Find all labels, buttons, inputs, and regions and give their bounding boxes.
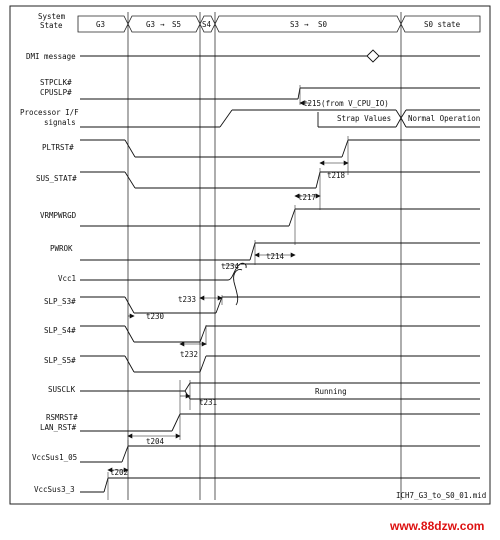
signal-labels — [20, 52, 79, 494]
wave-slp-s5 — [80, 356, 480, 372]
annot-t215: t215(from V_CPU_IO) — [303, 99, 389, 108]
label-vcc1: Vcc1 — [58, 274, 77, 283]
label-rsmrst: RSMRST# — [46, 413, 78, 422]
label-susclk: SUSCLK — [48, 385, 76, 394]
label-vccsus3: VccSus3_3 — [34, 485, 75, 494]
phase-dividers — [128, 12, 401, 500]
wave-pltrst — [80, 140, 480, 157]
timing-refs — [108, 85, 348, 500]
state-g3-s5-arrow: → — [160, 20, 165, 29]
label-dmi: DMI message — [26, 52, 76, 61]
state-g3: G3 — [96, 20, 106, 29]
annot-t233: t233 — [178, 295, 197, 304]
label-slp-s4: SLP_S4# — [44, 326, 76, 335]
label-vccsus1: VccSus1_05 — [32, 453, 78, 462]
watermark: www.88dzw.com — [390, 519, 485, 533]
annot-t214: t214 — [266, 252, 285, 261]
annot-t231: t231 — [199, 398, 218, 407]
state-s4: S4 — [202, 20, 212, 29]
label-slp-s5: SLP_S5# — [44, 356, 76, 365]
annot-running: Running — [315, 387, 347, 396]
annot-t218: t218 — [327, 171, 346, 180]
system-state-row — [38, 12, 480, 32]
annotations — [110, 99, 486, 500]
annot-t234: t234 — [221, 262, 240, 271]
annot-t217: t217 — [298, 193, 317, 202]
wave-slp-s3 — [80, 297, 480, 313]
annot-t230: t230 — [146, 312, 165, 321]
annot-t232: t232 — [180, 350, 199, 359]
wave-vccsus3 — [80, 478, 480, 492]
state-s3-s0-to: S0 — [318, 20, 328, 29]
label-proc-if-2: signals — [44, 118, 76, 127]
label-sus-stat: SUS_STAT# — [36, 174, 77, 183]
wave-slp-s4 — [80, 326, 480, 342]
wave-rsmrst — [80, 414, 480, 431]
diagram-frame — [10, 6, 490, 504]
state-s3-s0-arrow: → — [304, 20, 309, 29]
state-g3-s5-to: S5 — [172, 20, 182, 29]
wave-vrmpwrgd — [80, 209, 480, 226]
state-s0: S0 state — [424, 20, 461, 29]
label-proc-if-1: Processor I/F — [20, 108, 79, 117]
label-vrmpwrgd: VRMPWRGD — [40, 211, 77, 220]
annot-t202: t202 — [110, 468, 129, 477]
wave-sus-stat — [80, 172, 480, 188]
wave-dmi — [80, 50, 480, 62]
system-state-label-2: State — [40, 21, 63, 30]
label-pltrst: PLTRST# — [42, 143, 74, 152]
wave-stpclk — [80, 88, 480, 99]
label-pwrok: PWROK — [50, 244, 73, 253]
wave-vcc1 — [80, 263, 480, 305]
system-state-label-1: System — [38, 12, 66, 21]
label-cpuslp: CPUSLP# — [40, 88, 72, 97]
state-s3-s0-from: S3 — [290, 20, 300, 29]
annot-strap: Strap Values — [337, 114, 392, 123]
annot-file: ICH7_G3_to_S0_01.mid — [396, 491, 487, 500]
label-slp-s3: SLP_S3# — [44, 297, 76, 306]
wave-vccsus1 — [80, 446, 480, 462]
annot-normal: Normal Operation — [408, 114, 481, 123]
wave-susclk — [80, 383, 480, 399]
label-lan-rst: LAN_RST# — [40, 423, 77, 432]
state-g3-s5-from: G3 — [146, 20, 156, 29]
label-stpclk: STPCLK# — [40, 78, 72, 87]
annot-t204: t204 — [146, 437, 165, 446]
